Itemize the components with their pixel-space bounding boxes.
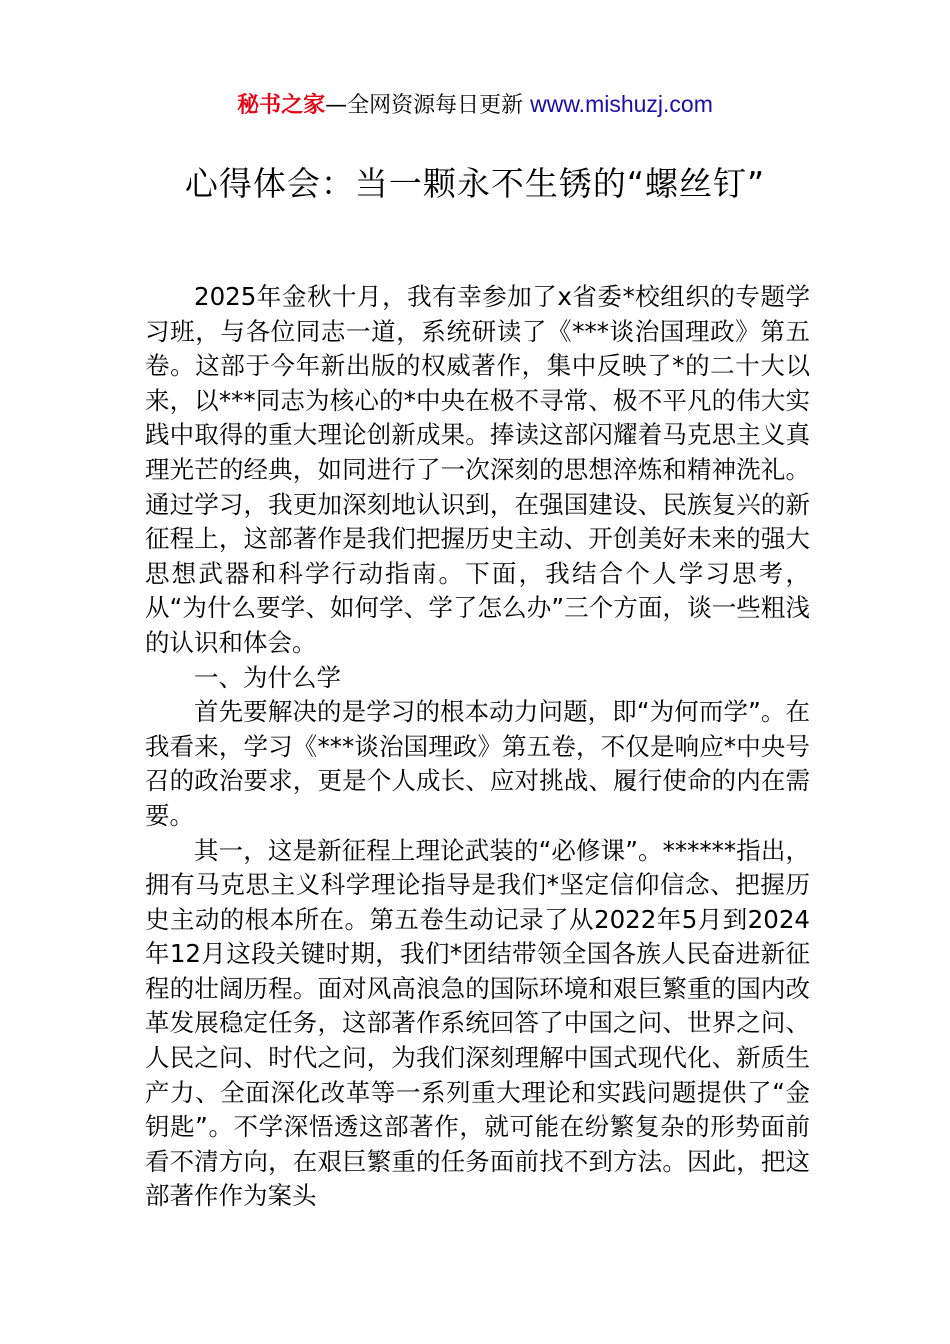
site-header	[0, 88, 950, 122]
section-heading: 一、为什么学	[194, 662, 341, 692]
paragraph-intro: 2025年金秋十月，我有幸参加了x省委*校组织的专题学习班，与各位同志一道，系统研读了《***谈治国理政》第五卷。这部于今年新出版的权威著作，集中反映了*的二十大以来，以***同志为核心的*中央在极不寻常、极不平凡的伟大实践中取得的重大理论创新成果。捧读这部闪耀着马克思主义真理光芒的经典，如同进行了一次深刻的思想淬炼和精神洗礼。通过学习，我更加深刻地认识到，在强国建设、民族复兴的新征程上，这部著作是我们把握历史主动、开创美好未来的强大思想武器和科学行动指南。下面，我结合个人学习思考，从“为什么要学、如何学、学了怎么办”三个方面，谈一些粗浅的认识和体会。	[145, 282, 810, 657]
site-brand: 秘书之家	[237, 93, 326, 118]
document-title: 心得体会：当一颗永不生锈的“螺丝钉”	[184, 164, 766, 203]
paragraph-point-one: 其一，这是新征程上理论武装的“必修课”。******指出，拥有马克思主义科学理论指导是我们*坚定信仰信念、把握历史主动的根本所在。第五卷生动记录了从2022年5月到2024年12月这段关键时期，我们*团结带领全国各族人民奋进新征程的壮阔历程。面对风高浪急的国际环境和艰巨繁重的国内改革发展稳定任务，这部著作系统回答了中国之问、世界之问、人民之问、时代之问，为我们深刻理解中国式现代化、新质生产力、全面深化改革等一系列重大理论和实践问题提供了“金钥匙”。不学深悟透这部著作，就可能在纷繁复杂的形势面前看不清方向，在艰巨繁重的任务面前找不到方法。因此，把这部著作作为案头	[145, 835, 810, 1211]
site-tagline: —全网资源每日更新	[325, 93, 531, 118]
document-body	[145, 280, 810, 1214]
site-url-link[interactable]: www.mishuzj.com	[530, 91, 713, 117]
paragraph-why-learn: 首先要解决的是学习的根本动力问题，即“为何而学”。在我看来，学习《***谈治国理政》第五卷，不仅是响应*中央号召的政治要求，更是个人成长、应对挑战、履行使命的内在需要。	[145, 697, 810, 830]
